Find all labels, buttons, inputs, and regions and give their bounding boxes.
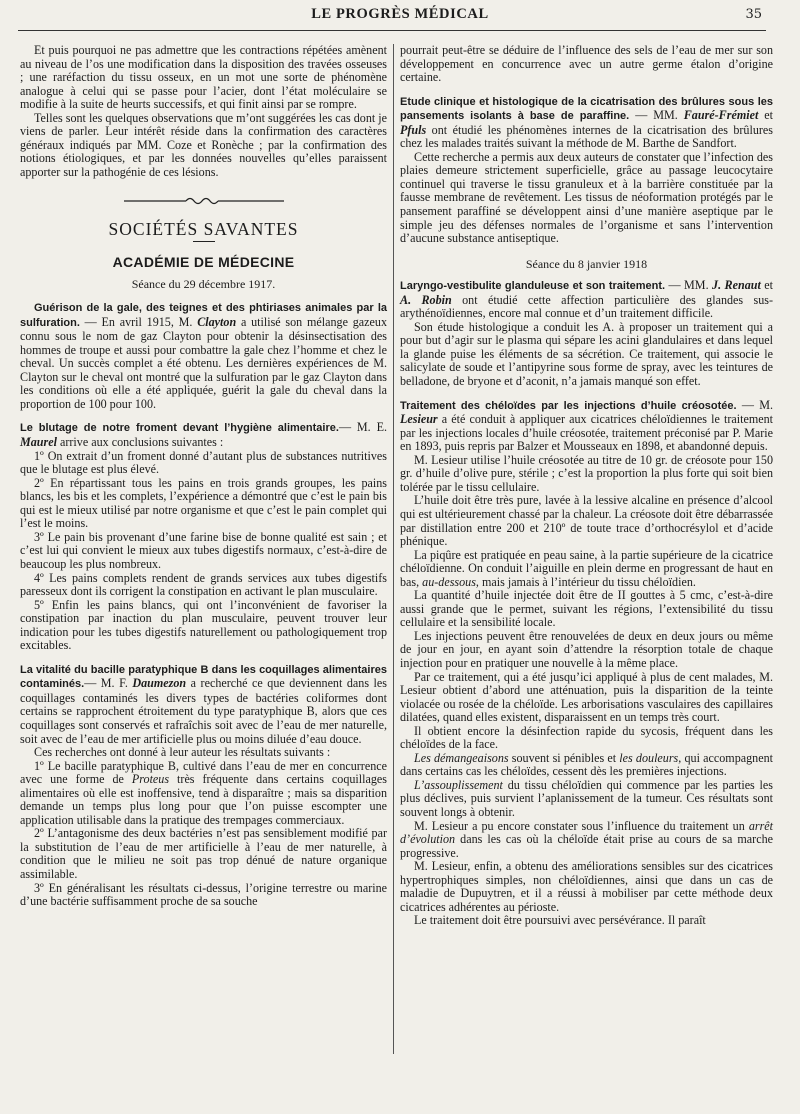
article-title: La vitalité du bacille paratyphique B dans les coquillages alimentaires contaminés. — [20, 663, 387, 691]
article-paragraph: M. Lesieur, enfin, a obtenu des améliorations sensibles sur des cicatrices hypertrophiques simples, non chéloïdiennes, ainsi que dans un cas de maladie de Dupuytren, et il a réussi à mobiliser par cette méthode deux cicatrices adhérentes au périoste. — [400, 859, 773, 914]
article-paragraph: Les démangeaisons souvent si pénibles et les douleurs, qui accompagnent dans certains cas les chéloïdes, cessent dès les premières injections. — [400, 750, 773, 779]
list-item: 5º Enfin les pains blancs, qui ont l’inconvénient de favoriser la constipation par inaction du plan musculaire, peuvent trouver leur indication pour les tubes digestifs naturellement ou pathologiquement trop excitables. — [20, 597, 387, 653]
article-body: a été conduit à appliquer aux cicatrices chéloïdiennes le traitement par les injections locales d’huile créosotée, traitement préconisé par P. Marie en 1893, puis repris par Balzer et Mousseaux en 1898, et abandonné depuis. — [400, 412, 773, 454]
list-item: 2º En répartissant tous les pains en trois grands groupes, les pains blancs, les bis et les complets, l’expérience a démontré que c’est le pain bis qui est le mieux utilisé par notre organisme et que c’est le pain complet qui l’est le moins. — [20, 475, 387, 531]
article-paragraph: Par ce traitement, qui a été jusqu’ici appliqué à plus de cent malades, M. Lesieur obtient d’abord une atténuation, puis la disparition de la teinte violacée ou rosée de la chéloïde. Les arborisations vasculaires des capillaires dilatées, quand elles existent, disparaissent en un temps très court. — [400, 669, 773, 725]
article-title: Guérison de la gale, des teignes et des phtiriases animales par la sulfuration. — [20, 302, 387, 329]
list-item: 3º Le pain bis provenant d’une farine bise de bonne qualité est sain ; et c’est lui qui convient le mieux aux tubes digestifs normaux, c’est-à-dire de beaucoup les plus nombreux. — [20, 529, 387, 571]
intro-paragraph: Et puis pourquoi ne pas admettre que les contractions répétées amènent au niveau de l’os une modification dans la disposition des travées osseuses ; une raréfaction du tissu osseux, en un mot une sorte de phénomène analogue à celui qui se passe pour l’acier, dont l’état moléculaire se modifie à la suite de heurts successifs, et qui finit ainsi par se rompre. — [20, 43, 387, 112]
running-title: LE PROGRÈS MÉDICAL — [311, 6, 489, 22]
article-blutage — [20, 421, 387, 449]
session-date: Séance du 8 janvier 1918 — [525, 256, 648, 271]
left-column — [20, 44, 387, 909]
article-paragraph: La quantité d’huile injectée doit être de II gouttes à 5 cmc, c’est-à-dire aussi grande que le permet, suivant les régions, l’extensibilité du tissu cellulaire et la sensibilité locale. — [400, 588, 773, 630]
article-laryngo: Laryngo-vestibulite glanduleuse et son traitement. — MM. J. Renaut et A. Robin ont étudié cette affection particulière des glandes sus-arythénoïdiennes, encore mal connue et d’un traitement difficile. — [400, 278, 774, 321]
right-column — [400, 44, 773, 928]
list-item: 2º L’antagonisme des deux bactéries n’est pas sensiblement modifié par la substitution de l’eau de mer artificielle à l’eau de mer naturelle, à condition que le milieu ne soit pas trop dénué de nature organique assimilable. — [20, 826, 387, 881]
ornament-divider — [20, 195, 387, 209]
session-date: Séance du 29 décembre 1917. — [131, 276, 276, 291]
continued-paragraph: pourrait peut-être se déduire de l’influence des sels de l’eau de mer sur son développement en concurrence avec un autre germe étalon d’origine certaine. — [400, 43, 773, 85]
article-body: a utilisé son mélange gazeux connu sous le nom de gaz Clayton pour obtenir la désinsectisation des hommes de troupe et aussi pour combattre la gale chez l’homme et chez le cheval. Un succès complet a été obtenu. Les dernières expériences de M. Clayton sur le cheval ont montré que la sulfuration par le gaz Clayton dans les conditions où elle a été appliquée, guérit la gale du cheval dans la proportion de 100 pour 100. — [20, 314, 387, 411]
conclusions-list — [20, 450, 387, 653]
article-paragraph: Son étude histologique a conduit les A. à proposer un traitement qui a pour but d’agir sur le plasma qui sépare les acini glandulaires et dans lequel la glande puise les éléments de sa sécrétion. Ce traitement, qui associe le salicylate de soude et l’antipyrine sous forme de spray, avec les teintures de belladone, de bryone et d’aconit, n’a jamais manqué son effet. — [400, 319, 773, 389]
list-item: 1º On extrait d’un froment donné d’autant plus de substances nutritives que le blutage est plus élevé. — [20, 448, 387, 477]
intro-paragraph: Telles sont les quelques observations que m’ont suggérées les cas dont je viens de parler. Leur intérêt réside dans la confirmation des caractères généraux indiqués par MM. Coze et Ronèche ; par la confirmation des notions étiologiques, et par les données nouvelles qu’elles paraissent apporter sur la pathogénie de ces lésions. — [20, 110, 387, 179]
article-paragraph: L’assouplissement du tissu chéloïdien qui commence par les parties les plus déclives, puis survient l’aplanissement de la tumeur. Ces résultats sont souvent longs à obtenir. — [400, 777, 773, 819]
article-body: ont étudié cette affection particulière des glandes sus-arythénoïdiennes, encore mal connue et d’un traitement difficile. — [400, 292, 773, 321]
ornament-icon — [124, 195, 284, 207]
section-title: SOCIÉTÉS SAVANTES — [108, 219, 299, 240]
article-paragraph: La piqûre est pratiquée en peau saine, à la partie supérieure de la cicatrice chéloïdienne. On conduit l’aiguille en plein derme en progressant de haut en bas, au-dessous, mais jamais à l’intérieur du tissu chéloïdien. — [400, 547, 773, 589]
article-title: Traitement des chéloïdes par les injections d’huile créosotée. — [400, 399, 737, 412]
academy-heading: ACADÉMIE DE MÉDECINE — [112, 254, 295, 271]
article-author: J. Renaut — [712, 278, 761, 293]
list-item: 4º Les pains complets rendent de grands services aux tubes digestifs paresseux dont ils corrigent la constipation en activant le plan musculaire. — [20, 570, 387, 599]
article-dash: — En avril 1915, M. — [79, 314, 198, 329]
article-body: ont étudié les phénomènes internes de la cicatrisation des brûlures chez les malades traités suivant la méthode de M. Barthe de Sandfort. — [400, 122, 773, 151]
article-author: A. Robin — [400, 292, 452, 307]
article-dash: — M. F. — [84, 676, 133, 691]
article-title: Le blutage de notre froment devant l’hygiène alimentaire. — [20, 422, 339, 435]
article-title: Etude clinique et histologique de la cicatrisation des brûlures sous les pansements isolants à base de paraffine. — [400, 95, 773, 123]
article-paragraph: Les injections peuvent être renouvelées de deux en deux jours ou même de jour en jour, en ayant soin d’attendre la résorption totale de chaque injection pour en pratiquer une nouvelle à la même place. — [400, 628, 773, 670]
article-brulures: Etude clinique et histologique de la cicatrisation des brûlures sous les pansements isolants à base de paraffine. — MM. Fauré-Frémiet et Pfuls ont étudié les phénomènes internes de la cicatrisation des brûlures chez les malades traités suivant la méthode de M. Barthe de Sandfort. — [400, 95, 773, 151]
column-divider — [393, 44, 394, 1054]
article-author: Daumezon — [132, 676, 187, 691]
article-author: Pfuls — [400, 122, 427, 137]
header-rule — [18, 30, 766, 31]
article-paragraph: M. Lesieur utilise l’huile créosotée au titre de 10 gr. de créosote pour 150 gr. d’huile d’olive pure, stérile ; c’est la proportion la plus forte qui soit bien tolérée par le tissu cellulaire. — [400, 452, 773, 494]
section-rule — [193, 241, 215, 242]
article-paragraph: Cette recherche a permis aux deux auteurs de constater que l’infection des plaies demeure strictement superficielle, grâce au passage leucocytaire continuel qui traverse le tissu granuleux et à la barrière constituée par la fausse membrane de revêtement. Les tissus de néoformation protégés par le pansement paraffiné se développent ainsi d’une manière aseptique par le simple jeu des défenses normales de l’organisme et sans l’intervention d’aucune substance antiseptique. — [400, 149, 773, 246]
list-item: 1º Le bacille paratyphique B, cultivé dans l’eau de mer en concurrence avec une forme de Proteus très fréquente dans certains coquillages alimentaires où elle est inoffensive, tend à disparaître ; mais sa disparition demande un temps plus long pour que l’on puisse escompter une application utilisable dans la pratique des trempages commerciaux. — [20, 758, 387, 827]
article-title: Laryngo-vestibulite glanduleuse et son traitement. — [400, 280, 666, 293]
article-paragraph: Ces recherches ont donné à leur auteur les résultats suivants : — [34, 745, 331, 760]
page-number: 35 — [745, 7, 762, 22]
article-paragraph: M. Lesieur a pu encore constater sous l’influence du traitement un arrêt d’évolution dans les cas où la chéloïde était prise au cours de sa marche progressive. — [400, 818, 773, 860]
list-item: 3º En généralisant les résultats ci-dessus, l’origine terrestre ou marine d’une bactérie suffisamment proche de sa souche — [20, 880, 387, 909]
article-author: Lesieur — [400, 412, 438, 427]
article-paragraph: Le traitement doit être poursuivi avec persévérance. Il paraît — [414, 913, 706, 928]
article-author: Clayton — [197, 314, 237, 329]
article-dash: — M. E. — [338, 420, 387, 435]
article-author: Maurel — [20, 435, 57, 450]
article-paragraph: L’huile doit être très pure, lavée à la lessive alcaline en présence d’alcool qui est ultérieurement chassé par la chaleur. La créosote doit être débarrassée par distillation entre 200 et 210º de toute trace d’orthocrésylol et d’acide phénique. — [400, 493, 773, 549]
article-gale — [20, 301, 387, 411]
article-bacille — [20, 663, 387, 746]
article-author: Fauré-Frémiet — [683, 108, 759, 123]
page-header — [0, 6, 800, 28]
article-body: a recherché ce que deviennent dans les coquillages contaminés les divers types de bactéries coliformes dont certains se rapprochent étroitement du type paratyphique B, alors que ces coquillages sont conservés et rafraîchis soit avec de l’eau de mer naturelle, soit avec de l’eau de mer artificielle plus ou moins diluée d’eau douce. — [20, 676, 387, 746]
article-cheloides: Traitement des chéloïdes par les injections d’huile créosotée. — M. Lesieur a été conduit à appliquer aux cicatrices chéloïdiennes le traitement par les injections locales d’huile créosotée, traitement préconisé par P. Marie en 1893, puis repris par Balzer et Mousseaux en 1898, et abandonné depuis. — [400, 397, 773, 454]
article-paragraph: Il obtient encore la désinfection rapide du sycosis, fréquent dans les chéloïdes de la face. — [400, 723, 773, 752]
article-body: arrive aux conclusions suivantes : — [56, 435, 224, 450]
